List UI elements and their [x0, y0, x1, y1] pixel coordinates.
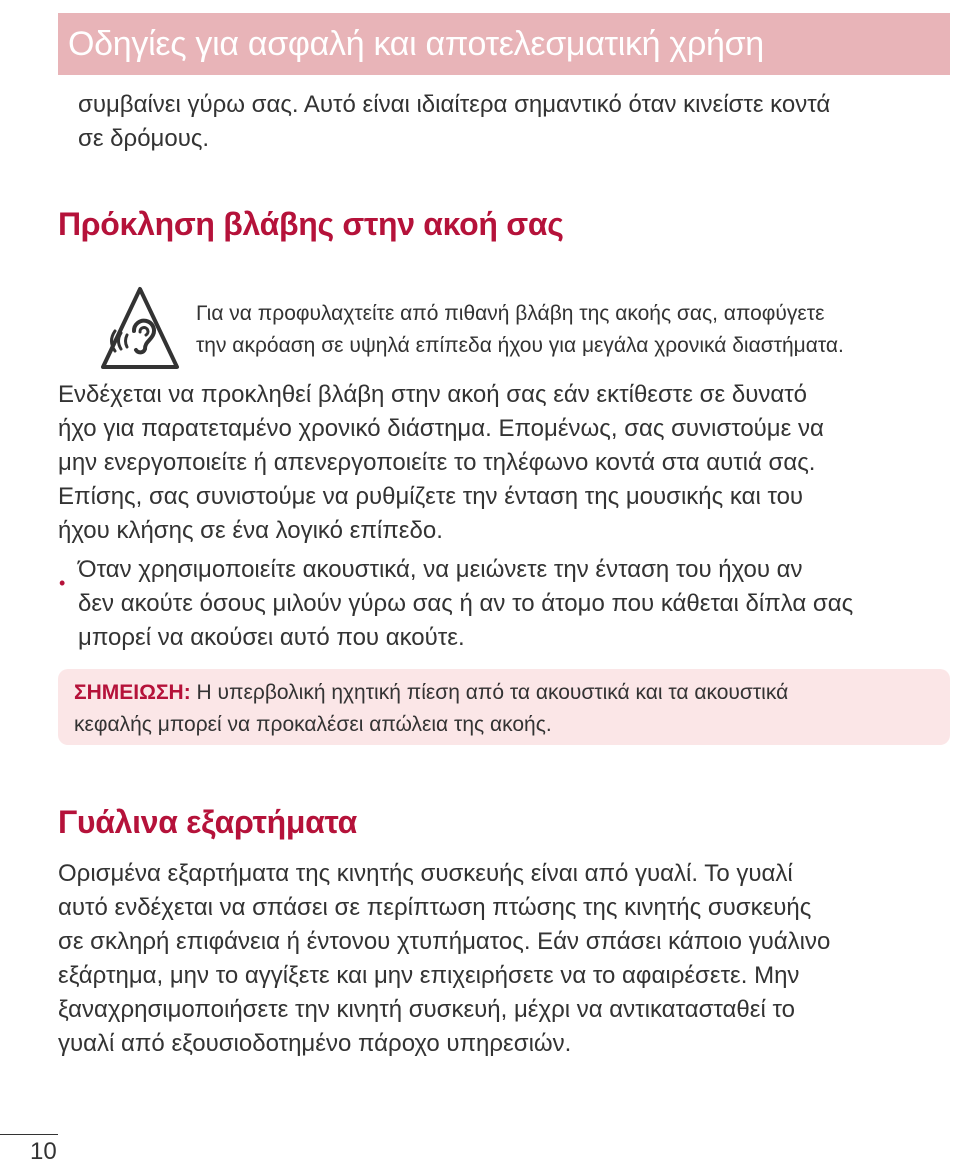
- glass-para-line: γυαλί από εξουσιοδοτημένο πάροχο υπηρεσιών.: [58, 1030, 572, 1057]
- glass-para-line: ξαναχρησιμοποιήσετε την κινητή συσκευή, μέχρι να αντικατασταθεί το: [58, 996, 795, 1023]
- bullet-line: μπορεί να ακούσει αυτό που ακούτε.: [78, 624, 465, 651]
- page-header-bar: [58, 13, 950, 75]
- glass-para-line: σε σκληρή επιφάνεια ή έντονου χτυπήματος. Εάν σπάσει κάποιο γυάλινο: [58, 928, 831, 955]
- bullet-marker: •: [59, 573, 66, 593]
- hearing-para-line: μην ενεργοποιείτε ή απενεργοποιείτε το τηλέφωνο κοντά στα αυτιά σας.: [58, 449, 816, 476]
- note-label: ΣΗΜΕΙΩΣΗ:: [74, 681, 191, 704]
- glass-para-line: Ορισμένα εξαρτήματα της κινητής συσκευής είναι από γυαλί. Το γυαλί: [58, 860, 793, 887]
- hearing-warning-icon: [100, 285, 180, 371]
- note-box: [58, 669, 950, 745]
- note-line-1: [74, 677, 934, 709]
- hearing-para-line: ήχου κλήσης σε ένα λογικό επίπεδο.: [58, 517, 443, 544]
- glass-section-title: Γυάλινα εξαρτήματα: [58, 804, 357, 840]
- hearing-icon-text-line-1: Για να προφυλαχτείτε από πιθανή βλάβη της ακοής σας, αποφύγετε: [196, 302, 825, 325]
- glass-para-line: αυτό ενδέχεται να σπάσει σε περίπτωση πτώσης της κινητής συσκευής: [58, 894, 812, 921]
- page-header-title: Οδηγίες για ασφαλή και αποτελεσματική χρήση: [68, 24, 764, 63]
- note-line-2: κεφαλής μπορεί να προκαλέσει απώλεια της ακοής.: [74, 713, 552, 736]
- intro-line-2: σε δρόμους.: [78, 125, 210, 152]
- hearing-para-line: Επίσης, σας συνιστούμε να ρυθμίζετε την ένταση της μουσικής και του: [58, 483, 804, 510]
- bullet-line: δεν ακούτε όσους μιλούν γύρω σας ή αν το άτομο που κάθεται δίπλα σας: [78, 590, 854, 617]
- hearing-para-line: Ενδέχεται να προκληθεί βλάβη στην ακοή σας εάν εκτίθεστε σε δυνατό: [58, 381, 808, 408]
- hearing-section-title: Πρόκληση βλάβης στην ακοή σας: [58, 206, 564, 242]
- page-number-rule: [0, 1134, 58, 1135]
- glass-para-line: εξάρτημα, μην το αγγίξετε και μην επιχειρήσετε να το αφαιρέσετε. Μην: [58, 962, 800, 989]
- note-text-1: Η υπερβολική ηχητική πίεση από τα ακουστικά και τα ακουστικά: [190, 681, 789, 704]
- intro-line-1: συμβαίνει γύρω σας. Αυτό είναι ιδιαίτερα σημαντικό όταν κινείστε κοντά: [78, 91, 831, 118]
- bullet-line: Όταν χρησιμοποιείτε ακουστικά, να μειώνετε την ένταση του ήχου αν: [78, 556, 803, 583]
- page-number: 10: [30, 1138, 57, 1165]
- hearing-para-line: ήχο για παρατεταμένο χρονικό διάστημα. Επομένως, σας συνιστούμε να: [58, 415, 824, 442]
- hearing-icon-text-line-2: την ακρόαση σε υψηλά επίπεδα ήχου για μεγάλα χρονικά διαστήματα.: [196, 334, 844, 357]
